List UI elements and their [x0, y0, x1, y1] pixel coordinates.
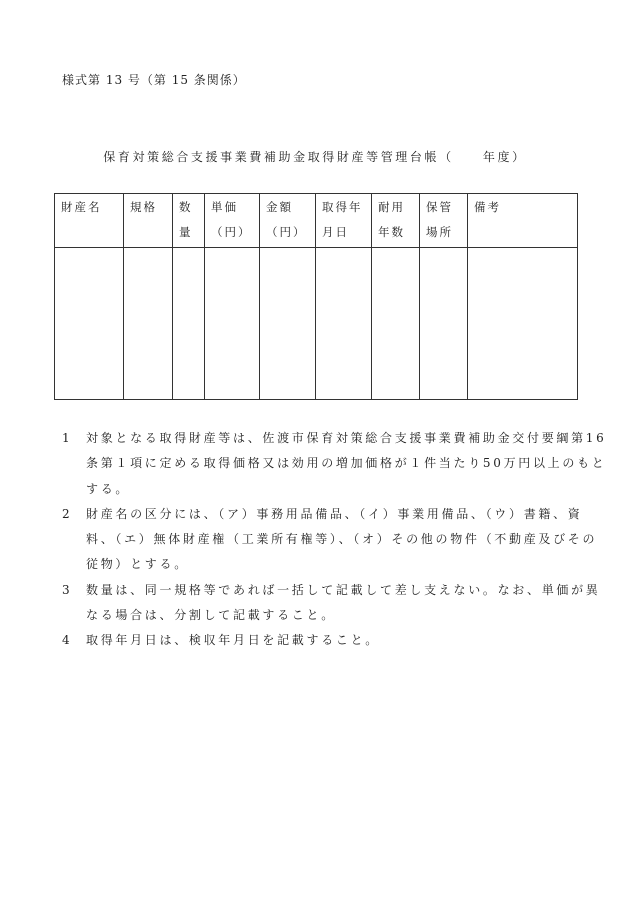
note-line: 従物）とする。	[86, 557, 189, 572]
header-cell	[173, 194, 205, 248]
document-title: 保育対策総合支援事業費補助金取得財産等管理台帳（ 年度）	[103, 150, 527, 164]
header-label: 備考	[474, 200, 501, 214]
header-label: 財産名	[61, 200, 102, 214]
header-label: 場所	[426, 225, 453, 239]
form-number: 様式第 13 号（第 15 条関係）	[62, 73, 246, 87]
header-cell	[260, 194, 316, 248]
note-line: する。	[86, 481, 131, 496]
note-item	[62, 426, 607, 502]
note-number: 1	[62, 431, 73, 445]
notes-list	[62, 426, 607, 654]
header-cell	[372, 194, 420, 248]
header-label: 単価	[211, 200, 238, 214]
note-number: 4	[62, 633, 73, 648]
asset-ledger-table	[54, 193, 578, 400]
header-label: 保管	[426, 200, 453, 214]
header-label: 数	[179, 200, 193, 214]
header-label: 月日	[322, 225, 349, 239]
table-row	[55, 248, 578, 400]
table-cell[interactable]	[420, 248, 468, 400]
note-line: 取得年月日は、検収年月日を記載すること。	[86, 633, 381, 648]
header-label: （円）	[266, 225, 307, 239]
note-item	[62, 578, 601, 629]
header-cell	[316, 194, 372, 248]
note-line: 料、（エ）無体財産権（工業所有権等）、（オ）その他の物件（不動産及びその	[86, 532, 598, 547]
note-number: 2	[62, 506, 73, 521]
table-cell[interactable]	[124, 248, 173, 400]
table-cell[interactable]	[173, 248, 205, 400]
header-cell	[468, 194, 578, 248]
table-cell[interactable]	[468, 248, 578, 400]
note-number: 3	[62, 582, 73, 597]
header-label	[130, 220, 166, 245]
note-line: なる場合は、分割して記載すること。	[86, 608, 336, 623]
header-label: 年数	[378, 225, 405, 239]
table-header-row	[55, 194, 578, 248]
note-item	[62, 502, 598, 578]
header-label: 金額	[266, 200, 293, 214]
header-cell	[124, 194, 173, 248]
note-line: 財産名の区分には、（ア）事務用品備品、（イ）事業用備品、（ウ）書籍、資	[86, 506, 583, 521]
header-label	[61, 220, 117, 245]
table-cell[interactable]	[372, 248, 420, 400]
header-label: 取得年	[322, 200, 363, 214]
note-line: 数量は、同一規格等であれば一括して記載して差し支えない。なお、単価が異	[86, 582, 601, 597]
table-cell[interactable]	[205, 248, 260, 400]
note-line: 条第１項に定める取得価格又は効用の増加価格が１件当たり50万円以上のもと	[86, 456, 607, 471]
note-item	[62, 628, 582, 653]
header-label: 量	[179, 225, 193, 239]
header-label	[474, 220, 571, 245]
table-cell[interactable]	[55, 248, 124, 400]
header-label: （円）	[211, 225, 252, 239]
header-cell	[205, 194, 260, 248]
header-cell	[420, 194, 468, 248]
note-line: 対象となる取得財産等は、佐渡市保育対策総合支援事業費補助金交付要綱第16	[86, 431, 607, 445]
header-label: 耐用	[378, 200, 405, 214]
table-cell[interactable]	[260, 248, 316, 400]
header-cell	[55, 194, 124, 248]
header-label: 規格	[130, 200, 157, 214]
table-cell[interactable]	[316, 248, 372, 400]
